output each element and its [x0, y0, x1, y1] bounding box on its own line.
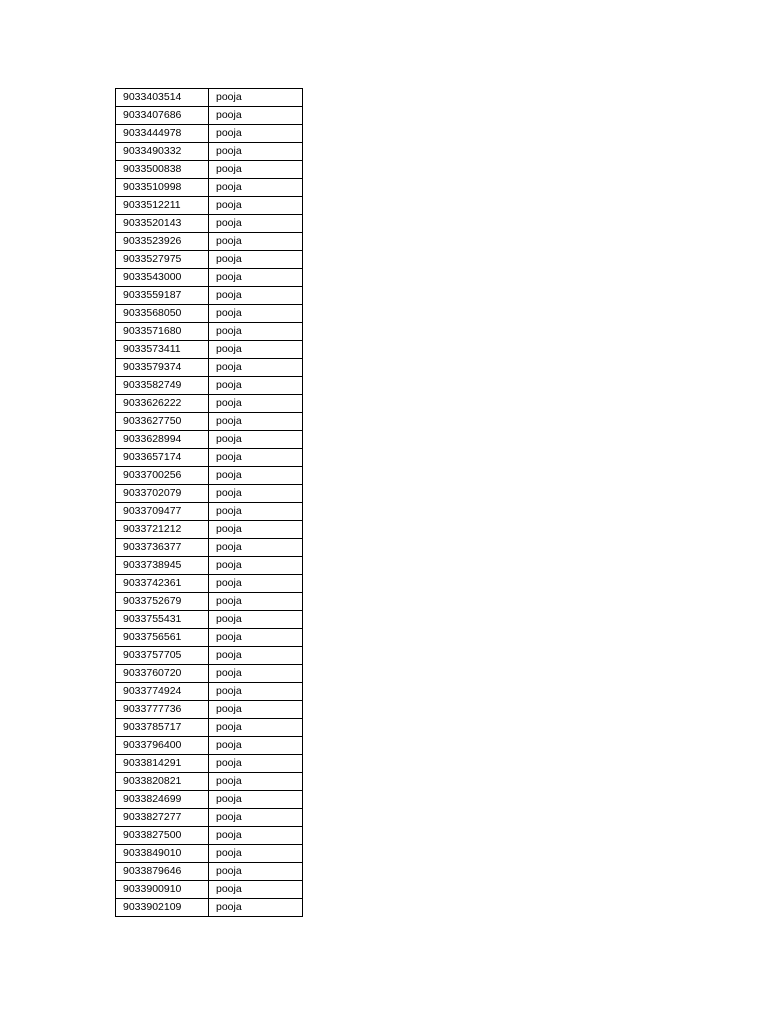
- name-cell: pooja: [209, 647, 303, 665]
- phone-number-cell: 9033755431: [116, 611, 209, 629]
- table-row: [116, 773, 303, 791]
- name-cell: pooja: [209, 557, 303, 575]
- phone-number-cell: 9033543000: [116, 269, 209, 287]
- table-row: [116, 197, 303, 215]
- table-row: [116, 413, 303, 431]
- name-cell: pooja: [209, 845, 303, 863]
- name-cell: pooja: [209, 611, 303, 629]
- name-cell: pooja: [209, 467, 303, 485]
- phone-number-cell: 9033756561: [116, 629, 209, 647]
- phone-number-cell: 9033627750: [116, 413, 209, 431]
- name-cell: pooja: [209, 413, 303, 431]
- table-row: [116, 665, 303, 683]
- phone-number-cell: 9033709477: [116, 503, 209, 521]
- table-row: [116, 143, 303, 161]
- name-cell: pooja: [209, 521, 303, 539]
- phone-number-cell: 9033579374: [116, 359, 209, 377]
- phone-number-cell: 9033796400: [116, 737, 209, 755]
- name-cell: pooja: [209, 323, 303, 341]
- phone-number-cell: 9033902109: [116, 899, 209, 917]
- table-row: [116, 215, 303, 233]
- table-row: [116, 827, 303, 845]
- phone-number-cell: 9033559187: [116, 287, 209, 305]
- phone-number-cell: 9033757705: [116, 647, 209, 665]
- table-row: [116, 269, 303, 287]
- table-row: [116, 611, 303, 629]
- name-cell: pooja: [209, 215, 303, 233]
- table-row: [116, 539, 303, 557]
- phone-number-cell: 9033573411: [116, 341, 209, 359]
- phone-number-cell: 9033512211: [116, 197, 209, 215]
- table-row: [116, 863, 303, 881]
- contact-table: [115, 88, 303, 917]
- name-cell: pooja: [209, 89, 303, 107]
- contact-table-body: [116, 89, 303, 917]
- table-row: [116, 647, 303, 665]
- phone-number-cell: 9033849010: [116, 845, 209, 863]
- name-cell: pooja: [209, 197, 303, 215]
- name-cell: pooja: [209, 503, 303, 521]
- name-cell: pooja: [209, 593, 303, 611]
- name-cell: pooja: [209, 863, 303, 881]
- table-row: [116, 809, 303, 827]
- table-row: [116, 719, 303, 737]
- name-cell: pooja: [209, 629, 303, 647]
- phone-number-cell: 9033700256: [116, 467, 209, 485]
- name-cell: pooja: [209, 107, 303, 125]
- phone-number-cell: 9033527975: [116, 251, 209, 269]
- name-cell: pooja: [209, 359, 303, 377]
- name-cell: pooja: [209, 161, 303, 179]
- table-row: [116, 431, 303, 449]
- name-cell: pooja: [209, 881, 303, 899]
- phone-number-cell: 9033403514: [116, 89, 209, 107]
- table-row: [116, 125, 303, 143]
- phone-number-cell: 9033827277: [116, 809, 209, 827]
- table-row: [116, 881, 303, 899]
- table-row: [116, 107, 303, 125]
- table-row: [116, 683, 303, 701]
- name-cell: pooja: [209, 287, 303, 305]
- table-row: [116, 521, 303, 539]
- name-cell: pooja: [209, 125, 303, 143]
- name-cell: pooja: [209, 899, 303, 917]
- phone-number-cell: 9033900910: [116, 881, 209, 899]
- name-cell: pooja: [209, 683, 303, 701]
- name-cell: pooja: [209, 773, 303, 791]
- phone-number-cell: 9033785717: [116, 719, 209, 737]
- table-row: [116, 737, 303, 755]
- name-cell: pooja: [209, 755, 303, 773]
- table-row: [116, 701, 303, 719]
- name-cell: pooja: [209, 737, 303, 755]
- phone-number-cell: 9033520143: [116, 215, 209, 233]
- table-row: [116, 485, 303, 503]
- name-cell: pooja: [209, 719, 303, 737]
- table-row: [116, 359, 303, 377]
- table-row: [116, 341, 303, 359]
- phone-number-cell: 9033628994: [116, 431, 209, 449]
- phone-number-cell: 9033777736: [116, 701, 209, 719]
- phone-number-cell: 9033490332: [116, 143, 209, 161]
- phone-number-cell: 9033742361: [116, 575, 209, 593]
- table-row: [116, 575, 303, 593]
- table-row: [116, 305, 303, 323]
- phone-number-cell: 9033827500: [116, 827, 209, 845]
- phone-number-cell: 9033582749: [116, 377, 209, 395]
- name-cell: pooja: [209, 179, 303, 197]
- table-row: [116, 467, 303, 485]
- phone-number-cell: 9033626222: [116, 395, 209, 413]
- phone-number-cell: 9033736377: [116, 539, 209, 557]
- phone-number-cell: 9033571680: [116, 323, 209, 341]
- name-cell: pooja: [209, 251, 303, 269]
- name-cell: pooja: [209, 341, 303, 359]
- phone-number-cell: 9033774924: [116, 683, 209, 701]
- table-row: [116, 557, 303, 575]
- name-cell: pooja: [209, 539, 303, 557]
- name-cell: pooja: [209, 395, 303, 413]
- phone-number-cell: 9033657174: [116, 449, 209, 467]
- table-row: [116, 629, 303, 647]
- table-row: [116, 89, 303, 107]
- name-cell: pooja: [209, 791, 303, 809]
- name-cell: pooja: [209, 431, 303, 449]
- phone-number-cell: 9033510998: [116, 179, 209, 197]
- table-row: [116, 287, 303, 305]
- table-row: [116, 503, 303, 521]
- table-row: [116, 791, 303, 809]
- table-row: [116, 251, 303, 269]
- phone-number-cell: 9033760720: [116, 665, 209, 683]
- table-row: [116, 449, 303, 467]
- name-cell: pooja: [209, 377, 303, 395]
- name-cell: pooja: [209, 269, 303, 287]
- phone-number-cell: 9033500838: [116, 161, 209, 179]
- table-row: [116, 395, 303, 413]
- phone-number-cell: 9033702079: [116, 485, 209, 503]
- table-row: [116, 323, 303, 341]
- name-cell: pooja: [209, 575, 303, 593]
- phone-number-cell: 9033814291: [116, 755, 209, 773]
- name-cell: pooja: [209, 485, 303, 503]
- name-cell: pooja: [209, 809, 303, 827]
- table-row: [116, 161, 303, 179]
- name-cell: pooja: [209, 305, 303, 323]
- table-row: [116, 377, 303, 395]
- phone-number-cell: 9033721212: [116, 521, 209, 539]
- name-cell: pooja: [209, 701, 303, 719]
- phone-number-cell: 9033820821: [116, 773, 209, 791]
- name-cell: pooja: [209, 827, 303, 845]
- table-row: [116, 179, 303, 197]
- phone-number-cell: 9033568050: [116, 305, 209, 323]
- name-cell: pooja: [209, 233, 303, 251]
- phone-number-cell: 9033824699: [116, 791, 209, 809]
- phone-number-cell: 9033879646: [116, 863, 209, 881]
- phone-number-cell: 9033444978: [116, 125, 209, 143]
- phone-number-cell: 9033407686: [116, 107, 209, 125]
- phone-number-cell: 9033738945: [116, 557, 209, 575]
- name-cell: pooja: [209, 449, 303, 467]
- phone-number-cell: 9033752679: [116, 593, 209, 611]
- table-row: [116, 593, 303, 611]
- phone-number-cell: 9033523926: [116, 233, 209, 251]
- table-row: [116, 755, 303, 773]
- table-row: [116, 845, 303, 863]
- name-cell: pooja: [209, 665, 303, 683]
- table-row: [116, 233, 303, 251]
- table-row: [116, 899, 303, 917]
- name-cell: pooja: [209, 143, 303, 161]
